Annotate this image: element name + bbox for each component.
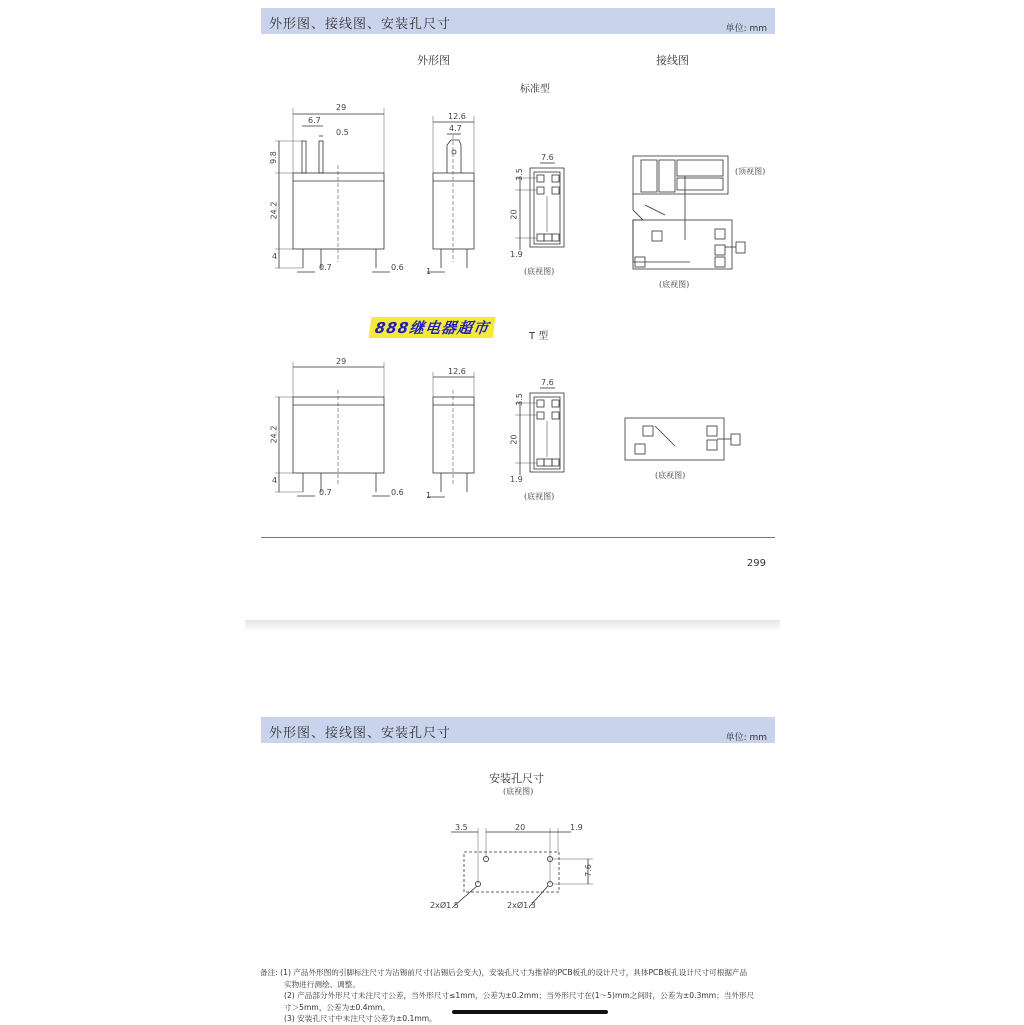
document-page-2: [245, 700, 780, 1024]
standard-type-label: 标准型: [520, 84, 550, 95]
mounting-hole-title: 安装孔尺寸: [489, 772, 544, 785]
dim-6-7: 6.7: [308, 116, 321, 125]
hole-dim-1-3: 2xØ1.3: [507, 901, 536, 910]
header-title-2: 外形图、接线图、安装孔尺寸: [269, 726, 452, 741]
dim-0-6: 0.6: [391, 263, 404, 272]
dim-1: 1: [426, 267, 432, 276]
section-header-2: [261, 717, 775, 743]
watermark-text: 888继电器超市: [369, 317, 496, 338]
mounting-hole-subtitle: (底视图): [503, 787, 534, 796]
outline-heading: 外形图: [417, 54, 450, 67]
hole-dim-1-9: 1.9: [570, 823, 583, 832]
dim-0-5: 0.5: [336, 128, 349, 137]
dim-20: 20: [509, 209, 519, 220]
top-view-label: (顶视图): [735, 167, 766, 176]
note-line-5: (3) 安装孔尺寸中未注尺寸公差为±0.1mm。: [284, 1014, 437, 1023]
header-title: 外形图、接线图、安装孔尺寸: [269, 17, 452, 32]
t-dim-7-6: 7.6: [541, 378, 554, 387]
t-dim-29: 29: [336, 357, 347, 366]
t-wiring-bottom-view-label: (底视图): [655, 471, 686, 480]
t-dim-24-2: 24.2: [269, 425, 279, 444]
t-dim-3-5: 3.5: [514, 393, 524, 406]
dim-4-7: 4.7: [449, 124, 462, 133]
t-bottom-view-label: (底视图): [524, 492, 555, 501]
dim-4: 4: [272, 252, 278, 261]
note-line-4: 寸＞5mm，公差为±0.4mm。: [284, 1002, 391, 1012]
note-line-3: (2) 产品部分外形尺寸未注尺寸公差，当外形尺寸≤1mm，公差为±0.2mm；当外形尺寸在(1～5)mm之间时，公差为±0.3mm；当外形尺: [284, 991, 755, 1000]
dim-1-9: 1.9: [510, 250, 523, 259]
dim-0-7: 0.7: [319, 263, 332, 272]
dim-24-2: 24.2: [269, 201, 279, 220]
mounting-hole-drawing: [245, 820, 780, 940]
footer-divider: [261, 537, 775, 538]
t-type-label: T 型: [529, 331, 549, 342]
home-indicator[interactable]: [452, 1010, 608, 1014]
page-number: 299: [746, 558, 766, 569]
dim-3-5: 3.5: [514, 168, 524, 181]
t-dim-1-9: 1.9: [510, 475, 523, 484]
unit-label-2: 单位: mm: [725, 733, 767, 743]
dim-7-6: 7.6: [541, 153, 554, 162]
t-dim-0-7: 0.7: [319, 488, 332, 497]
unit-label: 单位: mm: [725, 24, 767, 34]
dim-9-8: 9.8: [268, 151, 278, 164]
hole-dim-1-5: 2xØ1.5: [430, 901, 459, 910]
note-line-2: 实物进行测绘、调整。: [284, 979, 360, 989]
dim-29: 29: [336, 103, 347, 112]
bottom-view-label: (底视图): [524, 267, 555, 276]
wiring-bottom-view-label: (底视图): [659, 280, 690, 289]
t-dim-20: 20: [509, 434, 519, 445]
wiring-heading: 接线图: [656, 54, 689, 67]
t-dim-12-6: 12.6: [448, 367, 466, 376]
hole-dim-7-6: 7.6: [583, 864, 593, 877]
hole-dim-3-5: 3.5: [455, 823, 468, 832]
page-separator: [245, 620, 780, 632]
dim-12-6: 12.6: [448, 112, 466, 121]
t-dim-4: 4: [272, 476, 278, 485]
t-dim-1: 1: [426, 491, 432, 500]
notes-block: [260, 967, 780, 1025]
t-dim-0-6: 0.6: [391, 488, 404, 497]
document-page-1: [245, 0, 780, 622]
note-line-1: (1) 产品外形图的引脚标注尺寸为沾锡前尺寸(沾锡后会变大)，安装孔尺寸为推荐的PCB板孔的设计尺寸，具体PCB板孔设计尺寸可根据产品: [280, 968, 748, 977]
hole-dim-20: 20: [515, 823, 526, 832]
notes-prefix: 备注:: [260, 968, 278, 977]
